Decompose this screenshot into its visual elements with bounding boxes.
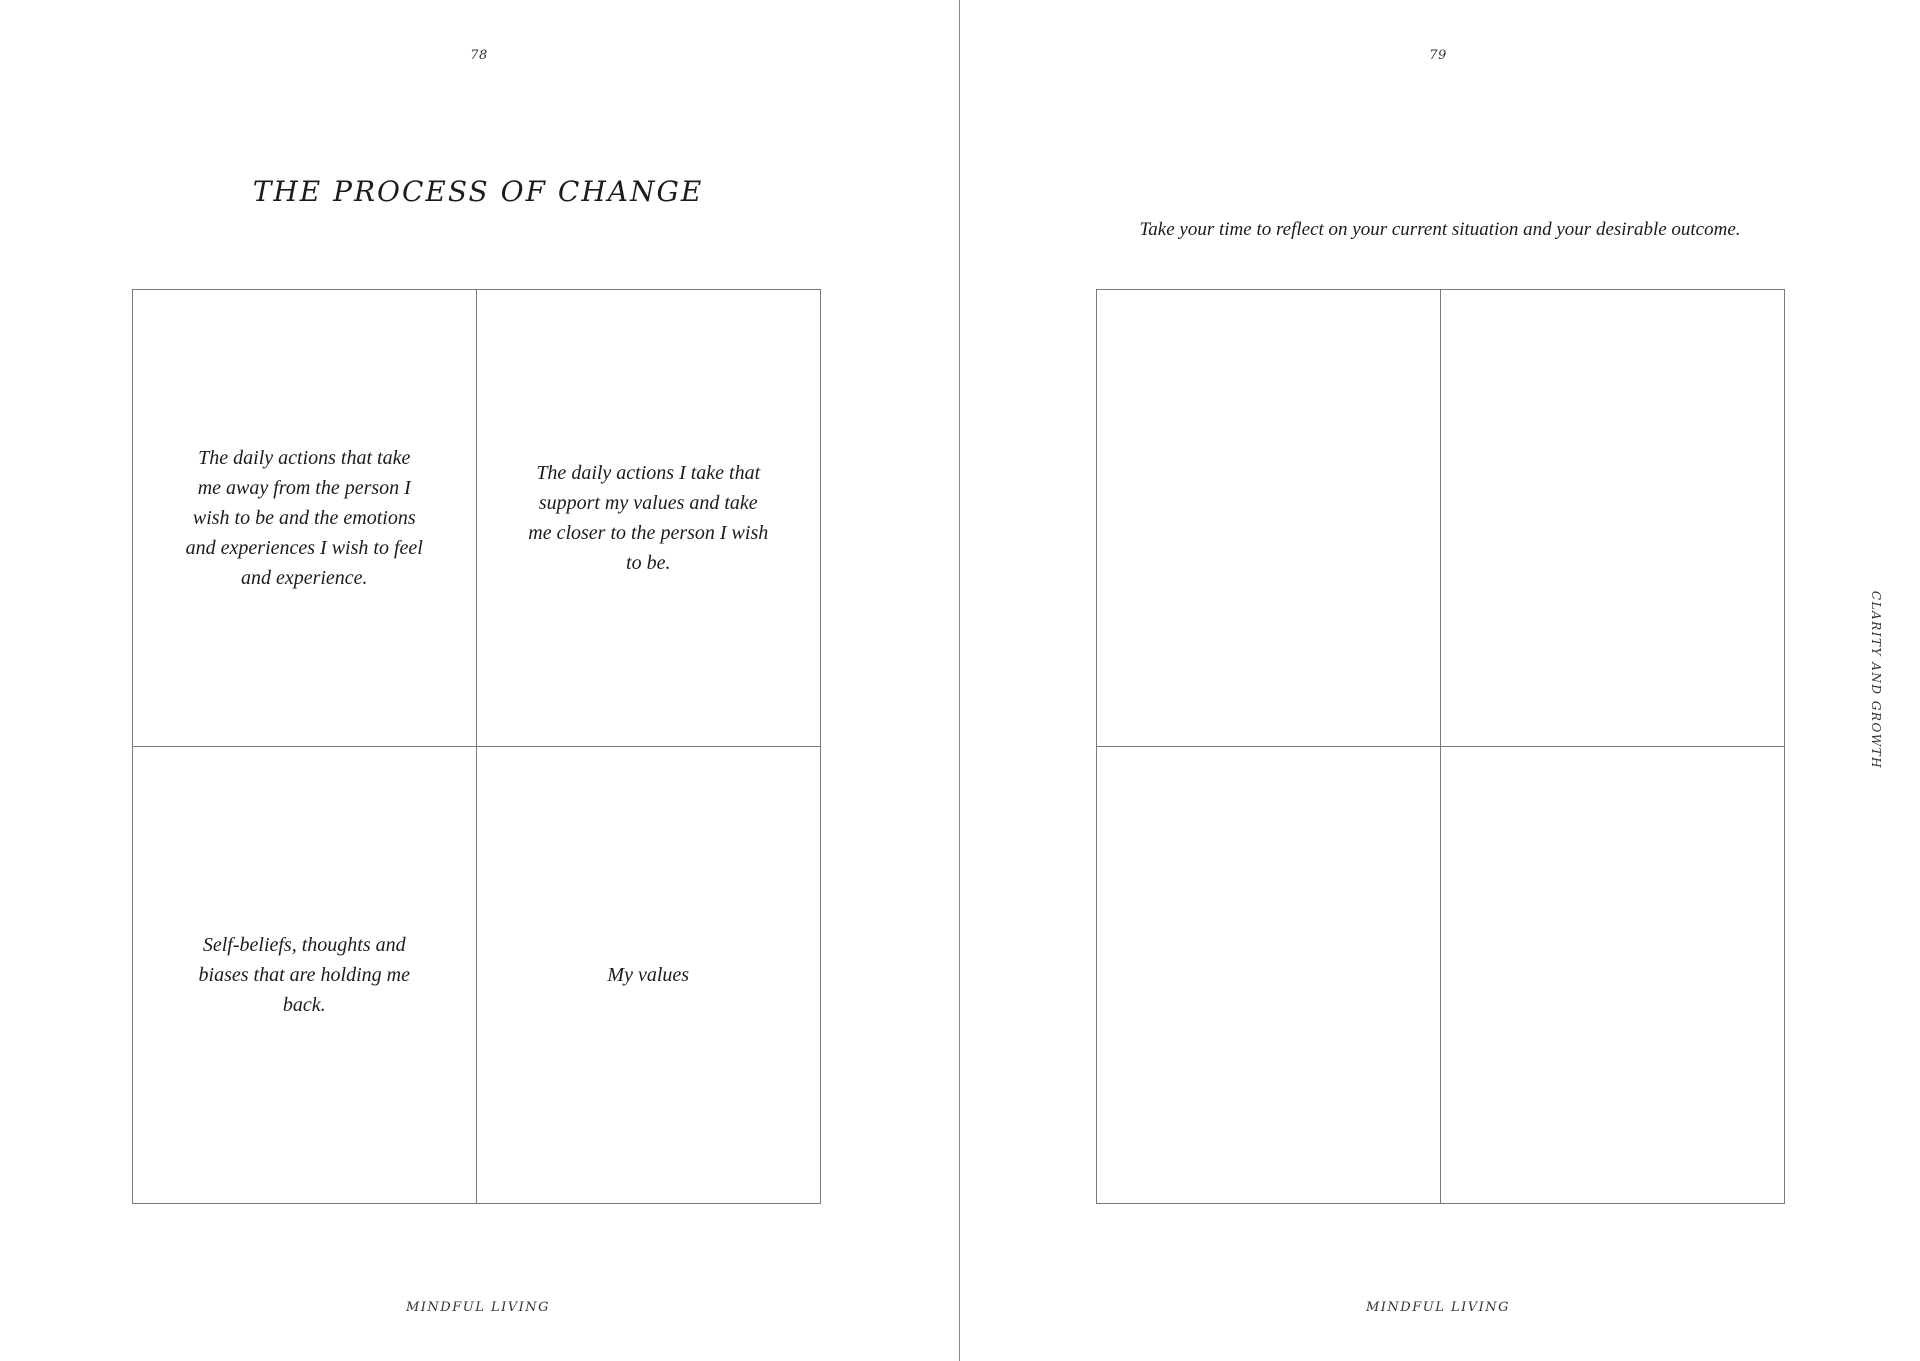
grid-cell-label: My values	[607, 963, 690, 986]
blank-cell-bottom-right[interactable]	[1441, 747, 1785, 1204]
reflection-instructions: Take your time to reflect on your current situation and your desirable outcome.	[1139, 219, 1741, 240]
reflection-grid	[1096, 289, 1785, 1204]
blank-cell-bottom-left[interactable]	[1097, 747, 1441, 1204]
blank-cell-top-left[interactable]	[1097, 290, 1441, 747]
grid-cell-daily-actions-away	[133, 290, 477, 747]
process-of-change-grid	[132, 289, 821, 1204]
grid-cell-my-values	[477, 747, 821, 1204]
page-title: THE PROCESS OF CHANGE	[252, 175, 704, 208]
blank-cell-top-right[interactable]	[1441, 290, 1785, 747]
footer-left: MINDFUL LIVING	[405, 1300, 551, 1315]
page-number-right: 79	[1429, 48, 1447, 63]
grid-cell-daily-actions-closer	[477, 290, 821, 747]
grid-cell-label: The daily actions I take that support my values and take me closer to the person I wish to be.	[528, 461, 769, 574]
grid-cell-label: Self-beliefs, thoughts and biases that are holding me back.	[198, 933, 410, 1016]
page-number-left: 78	[470, 48, 488, 63]
grid-cell-label: The daily actions that take me away from the person I wish to be and the emotions and experiences I wish to feel and experience.	[185, 446, 423, 589]
section-side-label: CLARITY AND GROWTH	[1869, 590, 1883, 770]
grid-cell-self-beliefs	[133, 747, 477, 1204]
right-page	[960, 0, 1920, 1361]
footer-right: MINDFUL LIVING	[1365, 1300, 1511, 1315]
